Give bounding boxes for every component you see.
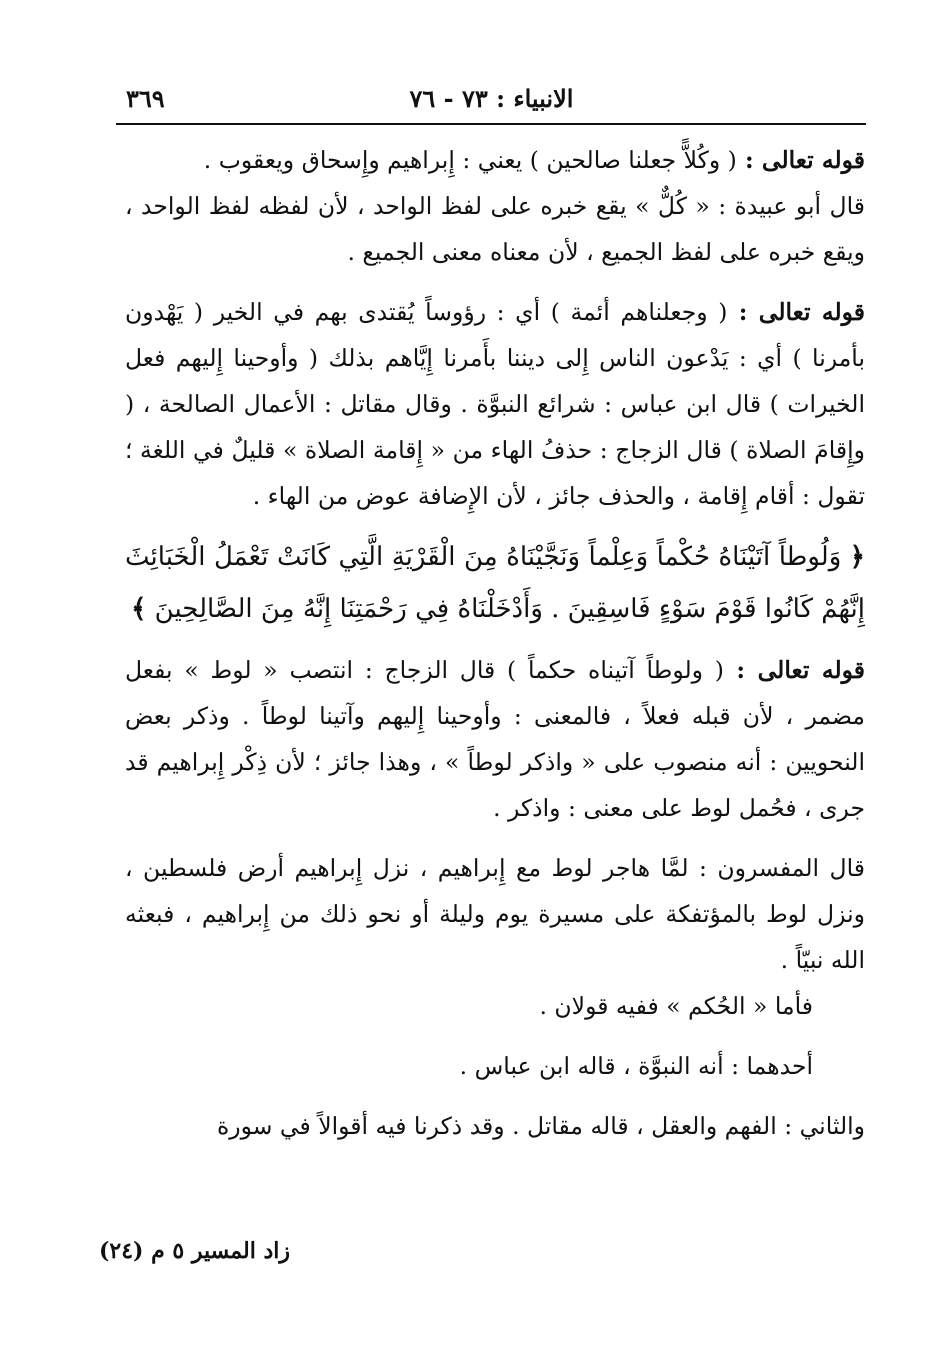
paragraph-lead: قوله تعالى : (727, 298, 865, 326)
paragraph-text: ( ولوطاً آتيناه حكماً ) قال الزجاج : انتصب « لوط » بفعل مضمر ، لأن قبله فعلاً ، فالمعنى : وأوحينا إِليهم وآتينا لوطاً . وذكر بعض النحويين : أنه منصوب على « واذكر لوطاً » ، وهذا جائز ؛ لأن ذِكْر إِبراهيم قد جرى ، فحُمل لوط على معنى : واذكر . (125, 656, 865, 822)
paragraph-text: فأما « الحُكم » ففيه قولان . (539, 992, 813, 1020)
page-number: ٣٦٩ (126, 84, 165, 113)
verse-text: وَلُوطاً آتَيْنَاهُ حُكْماً وَعِلْماً وَنَجَّيْنَاهُ مِنَ الْقَرْيَةِ الَّتِي كَانَتْ تَعْمَلُ الْخَبَائِثَ إِنَّهُمْ كَانُوا قَوْمَ سَوْءٍ فَاسِقِينَ . وَأَدْخَلْنَاهُ فِي رَحْمَتِنَا إِنَّهُ مِنَ الصَّالِحِينَ (125, 542, 865, 624)
paragraph (125, 1043, 865, 1089)
paragraph (125, 137, 865, 183)
paragraph (125, 983, 865, 1029)
signature-footer: زاد المسير ٥ م (٢٤) (98, 1238, 290, 1264)
header-rule (116, 123, 866, 125)
paragraph (125, 183, 865, 275)
paragraph (125, 289, 865, 519)
paragraph-text: ( وكُلاًّ جعلنا صالحين ) يعني : إِبراهيم وإِسحاق ويعقوب . (203, 146, 737, 174)
paragraph-text: والثاني : الفهم والعقل ، قاله مقاتل . وقد ذكرنا فيه أقوالاً في سورة (216, 1112, 865, 1140)
running-title: الانبياء : ٧٣ - ٧٦ (409, 84, 574, 113)
paragraph-lead: قوله تعالى : (736, 146, 865, 174)
paragraph-lead: قوله تعالى : (723, 656, 865, 684)
paragraph-text: قال أبو عبيدة : « كُلٌّ » يقع خبره على لفظ الواحد ، لأن لفظه لفظ الواحد ، ويقع خبره على لفظ الجميع ، لأن معناه معنى الجميع . (125, 192, 865, 266)
page-header (118, 78, 865, 118)
body-text (125, 137, 865, 1149)
paragraph-text: أحدهما : أنه النبوَّة ، قاله ابن عباس . (459, 1052, 813, 1080)
verse-open-bracket: ﴿ (849, 542, 865, 572)
paragraph-text: قال المفسرون : لمَّا هاجر لوط مع إِبراهيم ، نزل إِبراهيم أرض فلسطين ، ونزل لوط بالمؤتفكة على مسيرة يوم وليلة أو نحو ذلك من إِبراهيم ، فبعثه الله نبيّاً . (125, 854, 865, 974)
paragraph (125, 1103, 865, 1149)
verse-close-bracket: ﴾ (131, 594, 147, 624)
paragraph (125, 845, 865, 983)
quran-verse (125, 531, 865, 635)
paragraph-text: ( وجعلناهم أئمة ) أي : رؤوساً يُقتدى بهم في الخير ( يَهْدون بأمرنا ) أي : يَدْعون الناس إِلى ديننا بأَمرنا إِيَّاهم بذلك ( وأوحينا إِليهم فعل الخيرات ) قال ابن عباس : شرائع النبوَّة . وقال مقاتل : الأعمال الصالحة ، ( وإِقامَ الصلاة ) قال الزجاج : حذفُ الهاء من « إِقامة الصلاة » قليلٌ في اللغة ؛ تقول : أقام إِقامة ، والحذف جائز ، لأن الإِضافة عوض من الهاء . (125, 298, 865, 510)
paragraph (125, 647, 865, 831)
